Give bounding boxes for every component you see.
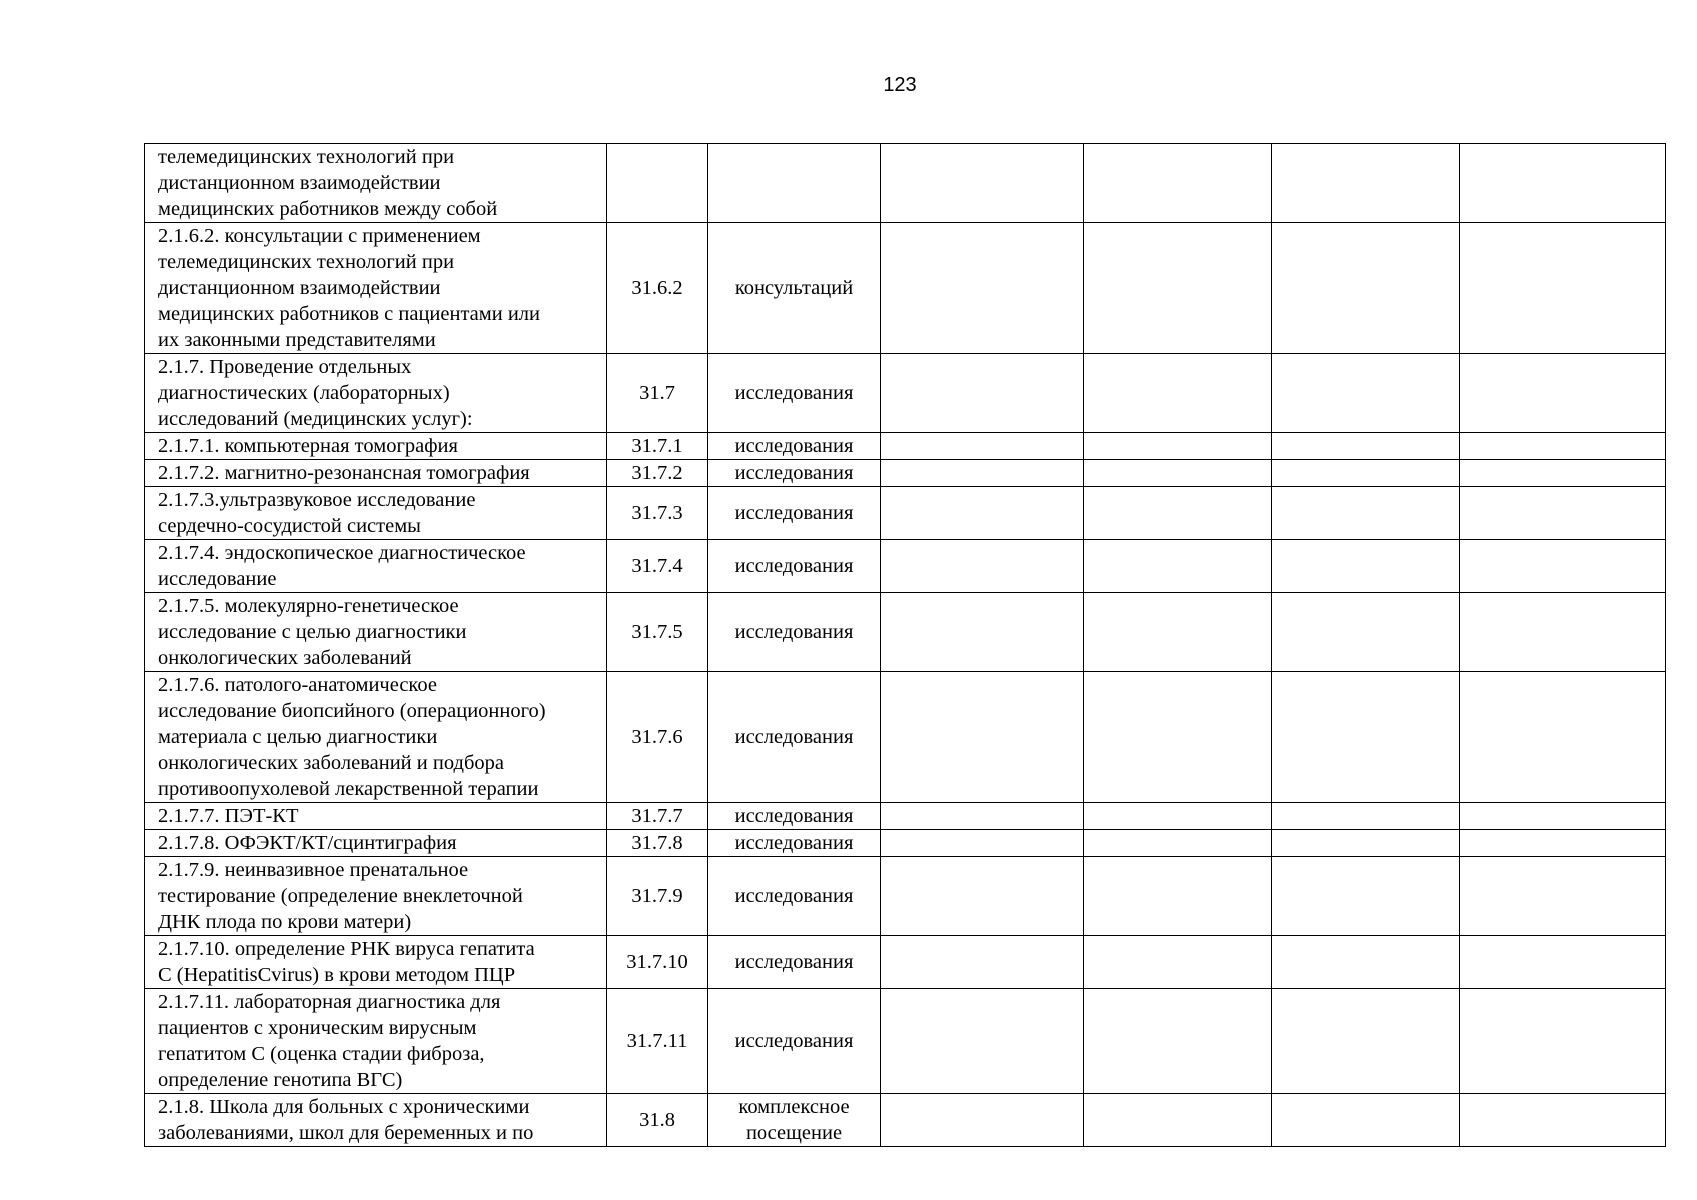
value-cell — [881, 540, 1084, 593]
table-row — [145, 830, 1666, 857]
table-row — [145, 354, 1666, 433]
table-row — [145, 1094, 1666, 1147]
value-cell — [1460, 830, 1666, 857]
value-cell — [1272, 460, 1460, 487]
table-row — [145, 223, 1666, 354]
unit-cell: исследования — [708, 830, 881, 857]
unit-cell: комплексное посещение — [708, 1094, 881, 1147]
value-cell — [881, 487, 1084, 540]
service-name-cell: 2.1.7.8. ОФЭКТ/КТ/сцинтиграфия — [145, 830, 607, 857]
value-cell — [1272, 857, 1460, 936]
row-code-cell: 31.7.5 — [607, 593, 708, 672]
value-cell — [1460, 433, 1666, 460]
service-name-cell: 2.1.7. Проведение отдельных диагностических (лабораторных) исследований (медицинских услуг): — [145, 354, 607, 433]
value-cell — [1084, 936, 1272, 989]
value-cell — [1084, 593, 1272, 672]
table-row — [145, 540, 1666, 593]
value-cell — [1084, 830, 1272, 857]
table-row — [145, 672, 1666, 803]
value-cell — [1460, 144, 1666, 223]
value-cell — [1460, 857, 1666, 936]
value-cell — [1084, 1094, 1272, 1147]
value-cell — [881, 989, 1084, 1094]
row-code-cell: 31.7.7 — [607, 803, 708, 830]
value-cell — [1460, 672, 1666, 803]
unit-cell: исследования — [708, 460, 881, 487]
table-row — [145, 144, 1666, 223]
value-cell — [1460, 989, 1666, 1094]
service-name-cell: 2.1.7.9. неинвазивное пренатальное тестирование (определение внеклеточной ДНК плода по крови матери) — [145, 857, 607, 936]
value-cell — [1084, 803, 1272, 830]
unit-cell: исследования — [708, 354, 881, 433]
unit-cell: исследования — [708, 487, 881, 540]
row-code-cell: 31.7.2 — [607, 460, 708, 487]
service-name-cell: 2.1.7.2. магнитно-резонансная томография — [145, 460, 607, 487]
value-cell — [1272, 803, 1460, 830]
table-row — [145, 989, 1666, 1094]
row-code-cell: 31.7.6 — [607, 672, 708, 803]
row-code-cell: 31.7.9 — [607, 857, 708, 936]
value-cell — [881, 433, 1084, 460]
value-cell — [1460, 593, 1666, 672]
unit-cell: исследования — [708, 540, 881, 593]
unit-cell: исследования — [708, 433, 881, 460]
value-cell — [881, 354, 1084, 433]
value-cell — [1272, 936, 1460, 989]
service-name-cell: 2.1.6.2. консультации с применением телемедицинских технологий при дистанционном взаимодействии медицинских работников с пациентами или их законными представителями — [145, 223, 607, 354]
value-cell — [881, 830, 1084, 857]
value-cell — [1460, 936, 1666, 989]
value-cell — [1460, 460, 1666, 487]
service-name-cell: 2.1.7.3.ультразвуковое исследование сердечно-сосудистой системы — [145, 487, 607, 540]
unit-cell: исследования — [708, 936, 881, 989]
unit-cell — [708, 144, 881, 223]
service-name-cell: 2.1.7.5. молекулярно-генетическое исследование с целью диагностики онкологических заболеваний — [145, 593, 607, 672]
table-body — [145, 144, 1666, 1147]
services-table — [144, 143, 1666, 1147]
row-code-cell: 31.7.1 — [607, 433, 708, 460]
value-cell — [1084, 223, 1272, 354]
value-cell — [881, 803, 1084, 830]
value-cell — [1084, 144, 1272, 223]
value-cell — [1084, 487, 1272, 540]
value-cell — [881, 144, 1084, 223]
unit-cell: исследования — [708, 857, 881, 936]
table-row — [145, 936, 1666, 989]
value-cell — [1084, 460, 1272, 487]
unit-cell: исследования — [708, 803, 881, 830]
table-row — [145, 460, 1666, 487]
value-cell — [1272, 144, 1460, 223]
value-cell — [1460, 540, 1666, 593]
value-cell — [1272, 540, 1460, 593]
value-cell — [1084, 989, 1272, 1094]
service-name-cell: телемедицинских технологий при дистанционном взаимодействии медицинских работников между собой — [145, 144, 607, 223]
row-code-cell: 31.6.2 — [607, 223, 708, 354]
value-cell — [881, 857, 1084, 936]
unit-cell: исследования — [708, 989, 881, 1094]
value-cell — [1084, 354, 1272, 433]
service-name-cell: 2.1.7.1. компьютерная томография — [145, 433, 607, 460]
page-number: 123 — [883, 74, 917, 96]
table-row — [145, 593, 1666, 672]
row-code-cell: 31.7 — [607, 354, 708, 433]
value-cell — [1460, 487, 1666, 540]
service-name-cell: 2.1.7.10. определение РНК вируса гепатита C (HepatitisCvirus) в крови методом ПЦР — [145, 936, 607, 989]
value-cell — [1084, 672, 1272, 803]
value-cell — [881, 672, 1084, 803]
unit-cell: исследования — [708, 672, 881, 803]
value-cell — [881, 1094, 1084, 1147]
row-code-cell: 31.8 — [607, 1094, 708, 1147]
row-code-cell: 31.7.10 — [607, 936, 708, 989]
unit-cell: консультаций — [708, 223, 881, 354]
value-cell — [1460, 354, 1666, 433]
service-name-cell: 2.1.7.11. лабораторная диагностика для пациентов с хроническим вирусным гепатитом C (оценка стадии фиброза, определение генотипа ВГС) — [145, 989, 607, 1094]
value-cell — [881, 593, 1084, 672]
value-cell — [881, 223, 1084, 354]
service-name-cell: 2.1.7.6. патолого-анатомическое исследование биопсийного (операционного) материала с целью диагностики онкологических заболеваний и подбора противоопухолевой лекарственной терапии — [145, 672, 607, 803]
value-cell — [1084, 433, 1272, 460]
value-cell — [1272, 672, 1460, 803]
value-cell — [881, 936, 1084, 989]
table-row — [145, 433, 1666, 460]
value-cell — [1272, 354, 1460, 433]
service-name-cell: 2.1.7.4. эндоскопическое диагностическое исследование — [145, 540, 607, 593]
table-row — [145, 803, 1666, 830]
row-code-cell: 31.7.11 — [607, 989, 708, 1094]
value-cell — [1272, 223, 1460, 354]
value-cell — [881, 460, 1084, 487]
value-cell — [1460, 1094, 1666, 1147]
service-name-cell: 2.1.7.7. ПЭТ-КТ — [145, 803, 607, 830]
value-cell — [1272, 989, 1460, 1094]
value-cell — [1272, 830, 1460, 857]
value-cell — [1084, 857, 1272, 936]
value-cell — [1272, 1094, 1460, 1147]
value-cell — [1272, 593, 1460, 672]
row-code-cell — [607, 144, 708, 223]
value-cell — [1272, 487, 1460, 540]
row-code-cell: 31.7.4 — [607, 540, 708, 593]
table-row — [145, 857, 1666, 936]
service-name-cell: 2.1.8. Школа для больных с хроническими заболеваниями, школ для беременных и по — [145, 1094, 607, 1147]
table-row — [145, 487, 1666, 540]
value-cell — [1084, 540, 1272, 593]
unit-cell: исследования — [708, 593, 881, 672]
value-cell — [1460, 223, 1666, 354]
value-cell — [1272, 433, 1460, 460]
row-code-cell: 31.7.8 — [607, 830, 708, 857]
row-code-cell: 31.7.3 — [607, 487, 708, 540]
value-cell — [1460, 803, 1666, 830]
